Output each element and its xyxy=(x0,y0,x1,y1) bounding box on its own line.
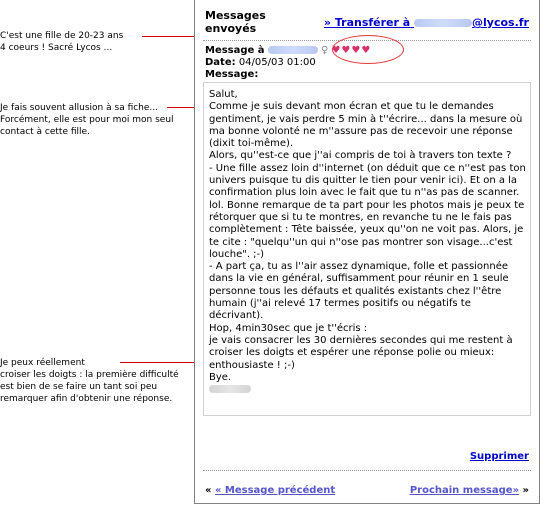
annotation-age: C'est une fille de 20-23 ans 4 coeurs ! Sacré Lycos ... xyxy=(0,31,124,53)
message-body xyxy=(209,89,527,396)
transfer-label: » Transférer à xyxy=(323,16,411,29)
annotation-line-effort-h xyxy=(120,362,202,363)
message-to-label: Message à xyxy=(205,45,265,56)
prev-arrow-icon: « xyxy=(205,485,212,496)
previous-message-nav xyxy=(205,485,335,496)
separator-bottom xyxy=(203,470,531,471)
message-label-row xyxy=(205,69,258,81)
next-message-nav xyxy=(410,485,529,496)
message-body-box xyxy=(203,82,531,416)
previous-message-link[interactable]: « Message précédent xyxy=(214,485,336,496)
page-title: Messages envoyés xyxy=(205,9,266,35)
delete-button[interactable]: Supprimer xyxy=(469,451,529,462)
annotation-effort: Je peux réellement croiser les doigts : la première difficulté est bien de se faire un tant soi peu remarquer afin d'obtenir une réponse. xyxy=(0,358,179,404)
message-body-label: Message: xyxy=(205,69,259,80)
next-arrow-icon: » xyxy=(522,485,529,496)
next-message-link[interactable]: Prochain message» xyxy=(409,485,520,496)
redacted-email-user xyxy=(414,19,472,27)
redacted-signature xyxy=(209,385,251,393)
date-label: Date: xyxy=(205,57,236,68)
date-row xyxy=(205,57,316,69)
annotation-profile: Je fais souvent allusion à sa fiche... Forcément, elle est pour moi mon seul contact à cette fille. xyxy=(0,103,174,137)
transfer-domain: @lycos.fr xyxy=(472,16,529,29)
date-value: 04/05/03 01:00 xyxy=(238,57,316,68)
highlight-circle xyxy=(332,35,404,64)
redacted-recipient xyxy=(268,46,318,54)
message-body-text: Salut, Comme je suis devant mon écran et que tu le demandes gentiment, je vais perdre 5 min à t''écrire... dans la mesure où ma bonne volonté ne m''assure pas de recevoir une réponse (dixit toi-même). Alors, qu''est-ce que j''ai compris de toi à travers ton texte ? - Une fille assez loin d''internet (on déduit que ce n''est pas ton univers puisque tu dis quitter le tien pour venir ici). Et on a la confirmation plus loin avec le fait que tu n''as pas de scanner. lol. Bonne remarque de ta part pour les photos mais je peux te rétorquer que si tu te montres, en revanche tu ne le fais pas complètement : Tête baissée, yeux qu''on ne voit pas. Alors, je te cite : "quelqu''un qui n''ose pas montrer son visage...c'est louche". ;-) - A part ça, tu as l''air assez dynamique, folle et passionnée dans la vie en général, suffisamment pour réunir en 1 seule personne tous les défauts et qualités existants chez l''être humain (j''ai relevé 17 termes positifs ou négatifs te décrivant). Hop, 4min30sec que je t''écris : je vais consacrer les 30 dernières secondes qui me restent à croiser les doigts et espérer une réponse polie ou mieux: enthousiaste ! ;-) Bye. xyxy=(209,89,526,383)
message-panel xyxy=(194,0,540,504)
transfer-link[interactable] xyxy=(324,16,529,29)
hearts-icon: ♥♥♥♥ xyxy=(331,45,372,56)
female-icon: ♀ xyxy=(320,45,329,56)
